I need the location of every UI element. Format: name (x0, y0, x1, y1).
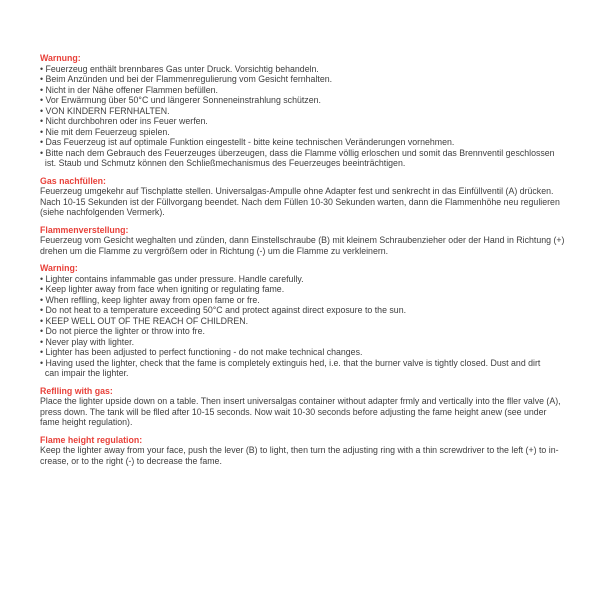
text-line: Feuerzeug umgekehr auf Tischplatte stellen. Universalgas-Ampulle ohne Adapter fest und senkrecht in das Einfüllventil (A) drücken. (40, 186, 554, 196)
text-line: ist. Staub und Schmutz können den Schließmechanismus des Feuerzeuges beeinträchtigen. (40, 158, 406, 168)
section-heading-warning-en: Warning: (40, 263, 78, 273)
leaflet-text-block (40, 53, 585, 473)
section-heading-warnung-de: Warnung: (40, 53, 81, 63)
text-line: • Having used the lighter, check that the fame is completely extinguis hed, i.e. that the burner valve is tightly closed. Dust and dirt (40, 357, 541, 368)
text-line: Feuerzeug vom Gesicht weghalten und zünden, dann Einstellschraube (B) mit kleinem Schraubenzieher oder der Hand in Richtung (+) (40, 235, 565, 245)
text-line: crease, or to the right (-) to decrease the fame. (40, 455, 222, 466)
text-line: • Nicht in der Nähe offener Flammen befüllen. (40, 84, 218, 95)
text-line: drehen um die Flamme zu vergrößern oder in Richtung (-) um die Flamme zu verkleinern. (40, 245, 389, 256)
section-heading-flame-height-regulation-en: Flame height regulation: (40, 434, 143, 445)
section-heading-gas-nachfuellen-de: Gas nachfüllen: (40, 175, 106, 186)
text-line: Nach 10-15 Sekunden ist der Füllvorgang beendet. Nach dem Füllen 10-30 Sekunden warten, dann die Flammenhöhe neu regulieren (40, 196, 560, 207)
section-body-warning-en (40, 274, 585, 379)
section-flammenverstellung-de (40, 225, 585, 257)
section-warning-en (40, 263, 585, 379)
text-line: • KEEP WELL OUT OF THE REACH OF CHILDREN. (40, 315, 249, 326)
section-flame-height-regulation-en (40, 435, 585, 467)
section-refilling-with-gas-en (40, 386, 585, 428)
text-line: • Lighter contains infammable gas under pressure. Handle carefully. (40, 273, 304, 284)
section-warnung-de (40, 53, 585, 169)
text-line: fame height regulation). (40, 417, 133, 427)
section-body-warnung-de (40, 64, 585, 169)
text-line: Place the lighter upside down on a table. Then insert universalgas container without adapter frmly and vertically into the fller valve (A), (40, 396, 561, 406)
text-line: Keep the lighter away from your face, push the lever (B) to light, then turn the adjusting ring with a thin screwdriver to the left (+) to in- (40, 445, 559, 455)
text-line: • Vor Erwärmung über 50°C und längerer Sonneneinstrahlung schützen. (40, 95, 321, 105)
text-line: • Do not heat to a temperature exceeding 50°C and protect against direct exposure to the sun. (40, 305, 407, 315)
section-body-flammenverstellung-de (40, 235, 585, 256)
text-line: • Bitte nach dem Gebrauch des Feuerzeuges überzeugen, dass die Flamme völlig erloschen und somit das Brennventil geschlossen (40, 147, 555, 158)
text-line: • Keep lighter away from face when igniting or regulating fame. (40, 284, 285, 294)
text-line: • Do not pierce the lighter or throw into fre. (40, 326, 205, 336)
text-line: can impair the lighter. (40, 368, 129, 378)
section-heading-refilling-with-gas-en: Reflling with gas: (40, 385, 113, 396)
text-line: • Feuerzeug enthält brennbares Gas unter Druck. Vorsichtig behandeln. (40, 63, 319, 74)
section-heading-flammenverstellung-de: Flammenverstellung: (40, 224, 129, 235)
text-line: • Lighter has been adjusted to perfect functioning - do not make technical changes. (40, 347, 363, 357)
text-line: (siehe nachfolgenden Vermerk). (40, 207, 165, 217)
section-body-flame-height-regulation-en (40, 445, 585, 466)
text-line: • Beim Anzünden und bei der Flammenregulierung vom Gesicht fernhalten. (40, 74, 333, 84)
section-body-gas-nachfuellen-de (40, 186, 585, 218)
text-line: • VON KINDERN FERNHALTEN. (40, 105, 170, 116)
text-line: • Never play with lighter. (40, 336, 135, 347)
text-line: press down. The tank will be flled after 10-15 seconds. Now wait 10-30 seconds before adjusting the fame height anew (see under (40, 406, 547, 417)
section-gas-nachfuellen-de (40, 176, 585, 218)
text-line: • Nicht durchbohren oder ins Feuer werfen. (40, 116, 208, 126)
section-body-refilling-with-gas-en (40, 396, 585, 428)
text-line: • Das Feuerzeug ist auf optimale Funktion eingestellt - bitte keine technischen Veränderungen vornehmen. (40, 137, 455, 147)
text-line: • Nie mit dem Feuerzeug spielen. (40, 126, 170, 137)
text-line: • When reflling, keep lighter away from open fame or fre. (40, 294, 260, 305)
